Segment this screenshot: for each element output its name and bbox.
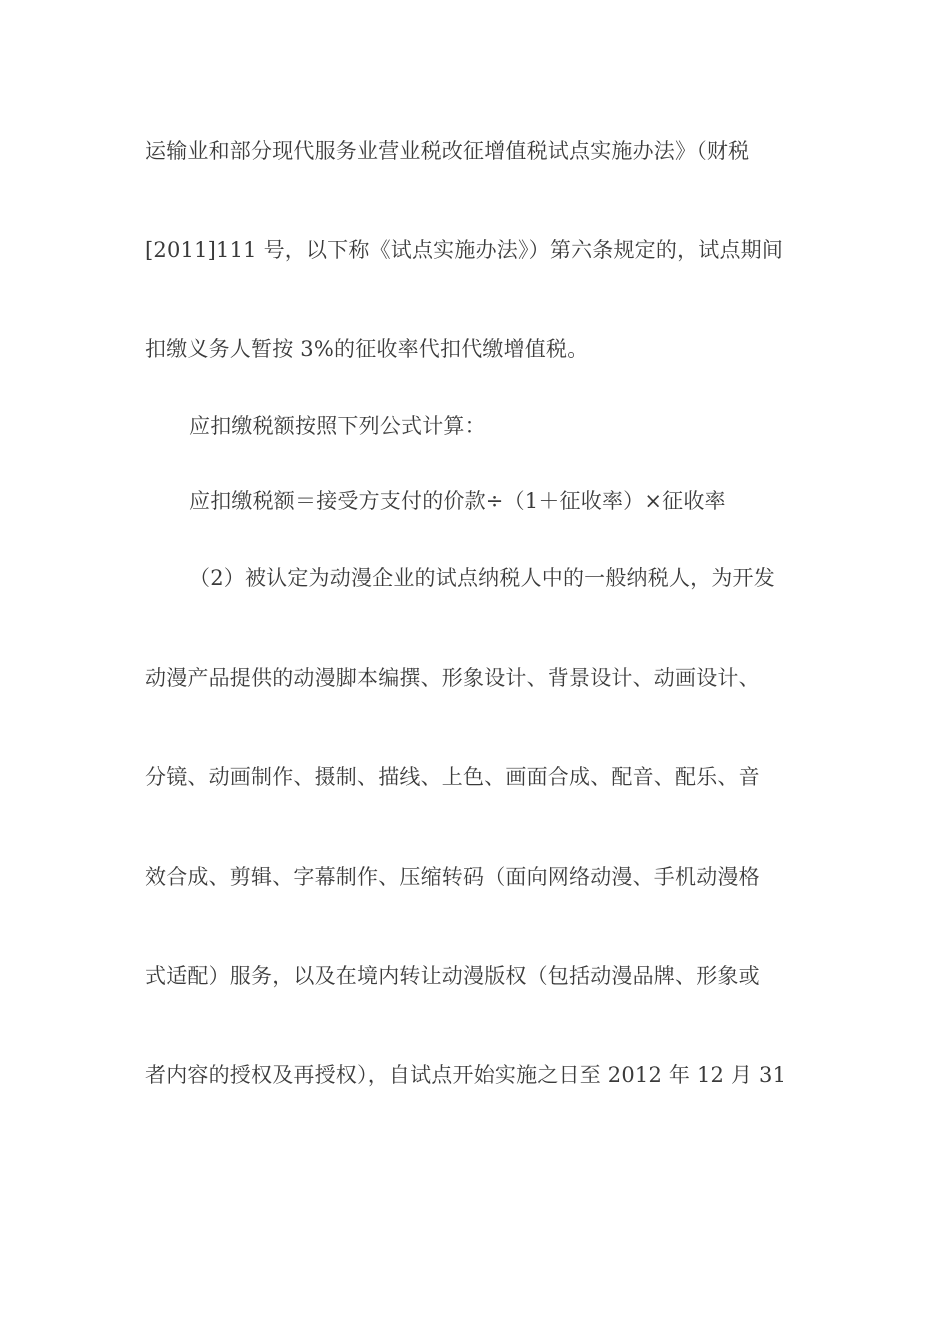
formula-line: 应扣缴税额＝接受方支付的价款÷（1＋征收率）×征收率 <box>189 489 726 513</box>
paragraph-line: 式适配）服务，以及在境内转让动漫版权（包括动漫品牌、形象或 <box>145 964 760 988</box>
paragraph-line: 效合成、剪辑、字幕制作、压缩转码（面向网络动漫、手机动漫格 <box>145 865 760 889</box>
paragraph-line: 动漫产品提供的动漫脚本编撰、形象设计、背景设计、动画设计、 <box>145 666 760 690</box>
paragraph-line: （2）被认定为动漫企业的试点纳税人中的一般纳税人，为开发 <box>189 566 775 590</box>
paragraph-line: 者内容的授权及再授权），自试点开始实施之日至 2012 年 12 月 31 <box>145 1063 787 1087</box>
paragraph-line: [2011]111 号，以下称《试点实施办法》）第六条规定的，试点期间 <box>145 238 784 262</box>
paragraph-line: 应扣缴税额按照下列公式计算： <box>189 414 486 438</box>
paragraph-line: 分镜、动画制作、摄制、描线、上色、画面合成、配音、配乐、音 <box>145 765 760 789</box>
paragraph-line: 运输业和部分现代服务业营业税改征增值税试点实施办法》（财税 <box>145 139 750 163</box>
paragraph-line: 扣缴义务人暂按 3%的征收率代扣代缴增值税。 <box>145 337 589 361</box>
